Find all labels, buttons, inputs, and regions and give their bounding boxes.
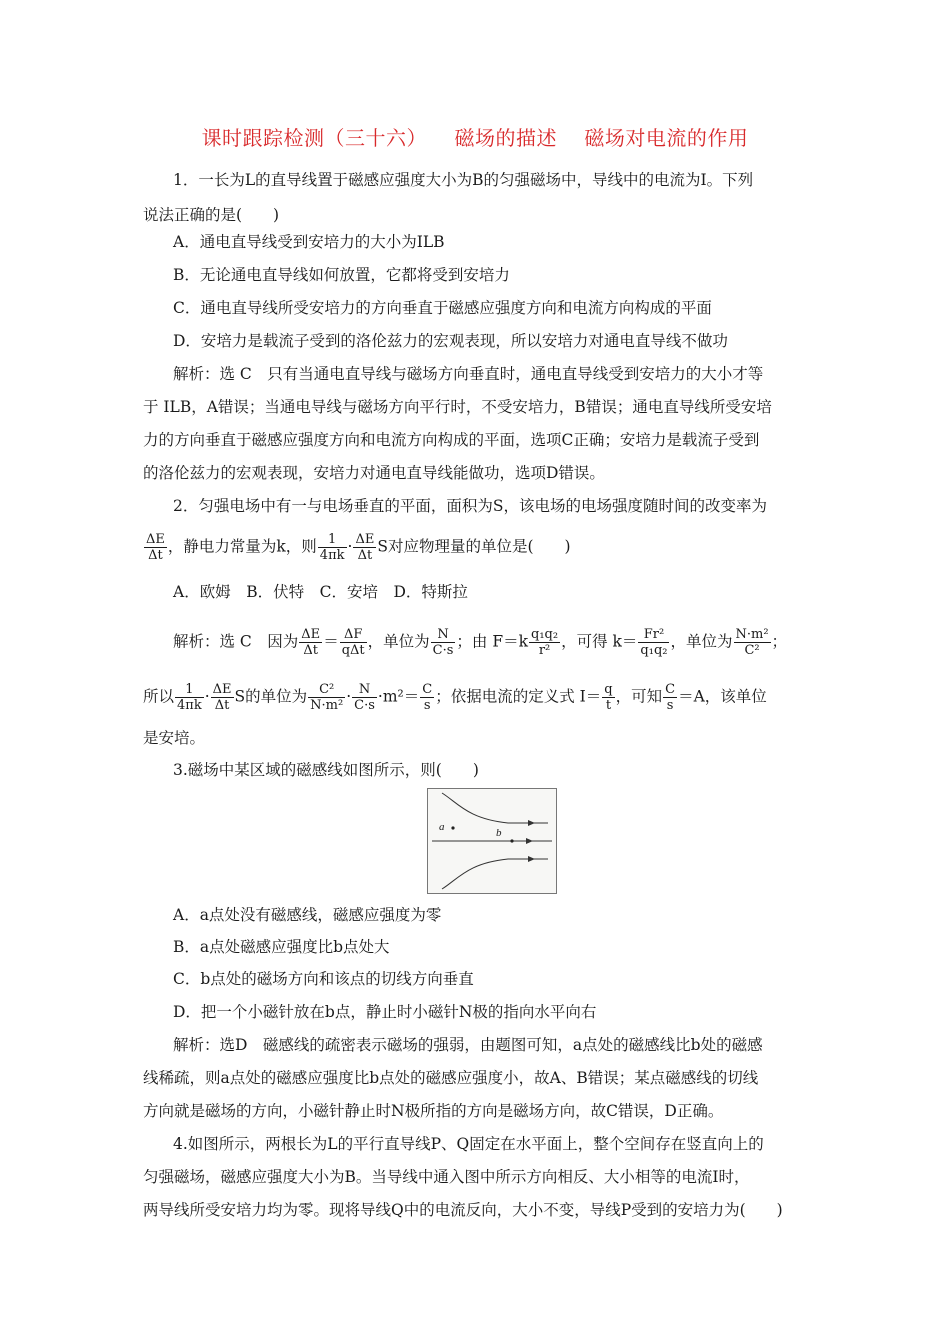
q3-stem: 3.磁场中某区域的磁感线如图所示，则( ) <box>173 761 479 779</box>
denominator: Δt <box>148 548 163 563</box>
q2-options: A．欧姆 B．伏特 C．安培 D．特斯拉 <box>173 583 468 601</box>
answer-text: 解析：选 C 因为 <box>173 632 299 651</box>
q1-answer-line-3: 力的方向垂直于磁感应强度方向和电流方向构成的平面，选项C正确；安培力是载流子受到 <box>143 431 760 449</box>
denominator: N·m² <box>310 698 344 713</box>
denominator: s <box>666 698 674 713</box>
magnetic-field-lines-figure <box>427 788 557 894</box>
numerator: N <box>431 627 456 643</box>
numerator: N <box>352 682 377 698</box>
answer-text: ；由 F＝k <box>456 632 528 651</box>
numerator: C <box>422 682 433 697</box>
numerator: C <box>665 682 676 697</box>
dot-operator: · <box>347 537 353 556</box>
dot-operator: · <box>346 687 352 706</box>
denominator: C² <box>744 643 760 658</box>
q2-stem-line-1: 2．匀强电场中有一与电场垂直的平面，面积为S，该电场的电场强度随时间的改变率为 <box>173 497 767 515</box>
numerator: q <box>604 682 613 697</box>
numerator: N·m² <box>735 627 769 642</box>
q2-answer-line-3: 是安培。 <box>143 729 206 747</box>
numerator: C² <box>308 682 345 698</box>
q4-stem-line-3: 两导线所受安培力均为零。现将导线Q中的电流反向，大小不变，导线P受到的安培力为( ) <box>143 1201 783 1219</box>
fraction <box>529 627 560 658</box>
answer-text: 所以 <box>143 687 175 706</box>
point-b <box>510 839 513 842</box>
q1-option-b: B．无论通电直导线如何放置，它都将受到安培力 <box>173 266 510 284</box>
q1-answer-line-1: 解析：选 C 只有当通电直导线与磁场方向垂直时，通电直导线受到安培力的大小才等 <box>173 365 764 383</box>
q1-answer-line-4: 的洛伦兹力的宏观表现，安培力对通电直导线能做功，选项D错误。 <box>143 464 605 482</box>
q2-stem-line-2 <box>143 532 571 563</box>
fraction <box>420 682 434 713</box>
denominator: r² <box>538 643 551 658</box>
q3-answer-line-2: 线稀疏，则a点处的磁感应强度比b点处的磁感应强度小，故A、B错误；某点磁感线的切线 <box>143 1069 759 1087</box>
answer-text: ＝A，该单位 <box>678 687 767 706</box>
fraction <box>144 532 167 563</box>
fraction <box>211 682 234 713</box>
fraction <box>734 627 771 658</box>
field-lines-diagram <box>428 789 556 893</box>
answer-text: ·m²＝ <box>377 687 420 706</box>
page-title: 课时跟踪检测（三十六） 磁场的描述 磁场对电流的作用 <box>201 126 749 150</box>
q3-answer-line-1: 解析：选D 磁感线的疏密表示磁场的强弱，由题图可知，a点处的磁感线比b处的磁感 <box>173 1036 763 1054</box>
denominator: C·s <box>432 643 454 658</box>
q3-option-a: A．a点处没有磁感线，磁感应强度为零 <box>173 906 442 924</box>
q3-option-c: C．b点处的磁场方向和该点的切线方向垂直 <box>173 970 474 988</box>
q1-option-c: C．通电直导线所受安培力的方向垂直于磁感应强度方向和电流方向构成的平面 <box>173 299 712 317</box>
denominator: t <box>605 698 612 713</box>
answer-text: ，单位为 <box>367 632 430 651</box>
numerator: ΔE <box>212 682 232 697</box>
numerator: q₁q₂ <box>531 627 559 642</box>
q3-option-d: D．把一个小磁针放在b点，静止时小磁针N极的指向水平向右 <box>173 1003 597 1021</box>
center-arrow <box>526 838 533 844</box>
fraction <box>602 682 614 713</box>
denominator: C·s <box>354 698 375 713</box>
point-a <box>451 826 454 829</box>
fraction <box>353 532 376 563</box>
point-a-label: a <box>439 821 445 833</box>
fraction <box>318 532 347 563</box>
fraction <box>299 627 322 658</box>
q1-option-d: D．安培力是载流子受到的洛伦兹力的宏观表现，所以安培力对通电直导线不做功 <box>173 332 728 350</box>
answer-text: ；依据电流的定义式 I＝ <box>435 687 602 706</box>
numerator: 1 <box>175 682 204 698</box>
point-b-label: b <box>496 827 502 839</box>
denominator: s <box>423 698 431 713</box>
q1-stem-line-2: 说法正确的是( ) <box>143 206 280 224</box>
q2-answer-line-2 <box>143 682 767 713</box>
upper-arrow <box>528 820 535 826</box>
numerator: ΔE <box>146 532 165 547</box>
q4-stem-line-1: 4.如图所示，两根长为L的平行直导线P、Q固定在水平面上，整个空间存在竖直向上的 <box>173 1135 764 1153</box>
denominator: Δt <box>303 643 319 658</box>
numerator: ΔE <box>301 627 321 642</box>
denominator: 4πk <box>319 548 345 563</box>
q2-stem-text: S对应物理量的单位是( ) <box>377 537 571 556</box>
equals-sign: ＝ <box>323 632 339 651</box>
q1-answer-line-2: 于 ILB，A错误；当通电导线与磁场方向平行时，不受安培力，B错误；通电直导线所受安培 <box>143 398 772 416</box>
answer-text: S的单位为 <box>234 687 308 706</box>
numerator: Fr² <box>638 627 669 643</box>
answer-text: ，可得 k＝ <box>561 632 638 651</box>
q2-answer-line-1: 解析：选 C 因为 $\frac{\Delta E}{\Delta t}$ ＝ $\frac{\Delta F}{\text{qΔt}}$ ，单位为 $\frac{N}{C\cdot s}$ ；由 F＝k $\frac{\text{q₁q₂}}{\text{r²}}$ ，可得 k＝ $\frac{\text{Fr²}}{\text{q₁q₂}}$ ，单位为 $\frac{\text{N·m²}}{\text{C²}}$ ； <box>173 627 788 658</box>
q1-option-a: A．通电直导线受到安培力的大小为ILB <box>173 233 445 251</box>
denominator: Δt <box>214 698 230 713</box>
denominator: qΔt <box>341 643 365 658</box>
q4-stem-line-2: 匀强磁场，磁感应强度大小为B。当导线中通入图中所示方向相反、大小相等的电流I时， <box>143 1168 750 1186</box>
numerator: ΔE <box>355 532 375 547</box>
q3-answer-line-3: 方向就是磁场的方向，小磁针静止时N极所指的方向是磁场方向，故C错误，D正确。 <box>143 1102 724 1120</box>
fraction <box>340 627 367 658</box>
answer-text: ，可知 <box>615 687 663 706</box>
answer-text: ，单位为 <box>670 632 733 651</box>
upper-field-line <box>442 793 548 823</box>
dot-operator: · <box>204 687 210 706</box>
fraction <box>352 682 377 713</box>
denominator: q₁q₂ <box>640 643 668 658</box>
fraction <box>663 682 677 713</box>
fraction <box>638 627 669 658</box>
numerator: 1 <box>318 532 347 548</box>
denominator: 4πk <box>177 698 202 713</box>
lower-field-line <box>442 859 548 889</box>
denominator: Δt <box>357 548 373 563</box>
q2-stem-text: ，静电力常量为k，则 <box>167 537 317 556</box>
lower-arrow <box>528 856 535 862</box>
q1-stem-line-1: 1．一长为L的直导线置于磁感应强度大小为B的匀强磁场中，导线中的电流为I。下列 <box>173 171 754 189</box>
fraction <box>431 627 456 658</box>
numerator: ΔF <box>340 627 367 643</box>
fraction <box>308 682 345 713</box>
q3-option-b: B．a点处磁感应强度比b点处大 <box>173 938 390 956</box>
fraction <box>175 682 204 713</box>
